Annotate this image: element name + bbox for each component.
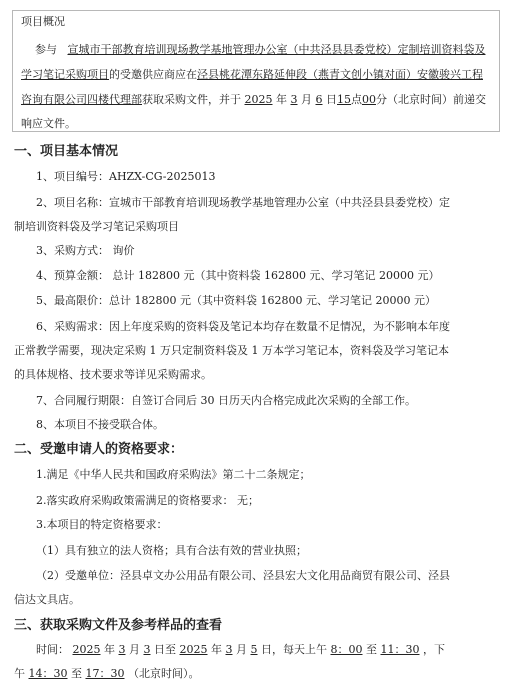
section1-heading: 一、项目基本情况 xyxy=(14,144,119,159)
contract-period: 7、合同履行期限：自签订合同后 30 日历天内合格完成此次采购的全部工作。 xyxy=(36,394,416,407)
project-name-underlined: 宣城市干部教育培训现场教学基地管理办公室（中共泾县县委党校）定制培训资料袋及 xyxy=(67,43,486,56)
project-number: 1、项目编号：AHZX-CG-2025013 xyxy=(36,170,216,183)
overview-line-3: 咨询有限公司四楼代理部获取采购文件，并于 2025 年 3 月 6 日15点00分（北京时间）前递交 xyxy=(21,93,486,106)
acquisition-time-line1: 时间： 2025 年 3 月 3 日至 2025 年 3 月 5 日，每天上午 8：00 至 11：30 ，下 xyxy=(36,643,445,656)
project-overview-box xyxy=(12,10,500,132)
requirements-line1: 6、采购需求：因上年度采购的资料袋及笔记本均存在数量不足情况，为不影响本年度 xyxy=(36,320,450,333)
qualification-2: 2.落实政府采购政策需满足的资格要求： 无； xyxy=(36,494,259,507)
requirements-line2: 正常教学需要，现决定采购 1 万只定制资料袋及 1 万本学习笔记本，资料袋及学习笔记本 xyxy=(14,344,449,357)
qualification-sub-1: （1）具有独立的法人资格；具有合法有效的营业执照； xyxy=(36,544,307,557)
overview-line-2: 学习笔记采购项目的受邀供应商应在泾县桃花潭东路延伸段（燕青文创小镇对面）安徽骏兴工程 xyxy=(21,68,483,81)
max-price: 5、最高限价：总计 182800 元（其中资料袋 162800 元、学习笔记 20000 元） xyxy=(36,294,436,307)
overview-title: 项目概况 xyxy=(21,15,65,28)
qualification-3: 3.本项目的特定资格要求： xyxy=(36,518,168,531)
budget-amount: 4、预算金额： 总计 182800 元（其中资料袋 162800 元、学习笔记 20000 元） xyxy=(36,269,440,282)
project-name-line1: 2、项目名称：宣城市干部教育培训现场教学基地管理办公室（中共泾县县委党校）定 xyxy=(36,196,450,209)
invited-units-line1: （2）受邀单位：泾县卓文办公用品有限公司、泾县宏大文化用品商贸有限公司、泾县 xyxy=(36,569,450,582)
requirements-line3: 的具体规格、技术要求等详见采购需求。 xyxy=(14,368,212,381)
overview-line-1: 参与 宣城市干部教育培训现场教学基地管理办公室（中共泾县县委党校）定制培训资料袋及 xyxy=(35,43,486,56)
invited-units-line2: 信达文具店。 xyxy=(14,593,80,606)
acquisition-time-line2: 午 14：30 至 17：30 （北京时间）。 xyxy=(14,667,200,680)
procurement-method: 3、采购方式： 询价 xyxy=(36,244,135,257)
address-underlined: 泾县桃花潭东路延伸段（燕青文创小镇对面） xyxy=(197,68,417,81)
project-name-line2: 制培训资料袋及学习笔记采购项目 xyxy=(14,220,179,233)
no-consortium: 8、本项目不接受联合体。 xyxy=(36,418,164,431)
section3-heading: 三、获取采购文件及参考样品的查看 xyxy=(14,618,223,633)
overview-line-4: 响应文件。 xyxy=(21,117,76,130)
qualification-1: 1.满足《中华人民共和国政府采购法》第二十二条规定； xyxy=(36,468,311,481)
section2-heading: 二、受邀申请人的资格要求： xyxy=(14,442,184,457)
